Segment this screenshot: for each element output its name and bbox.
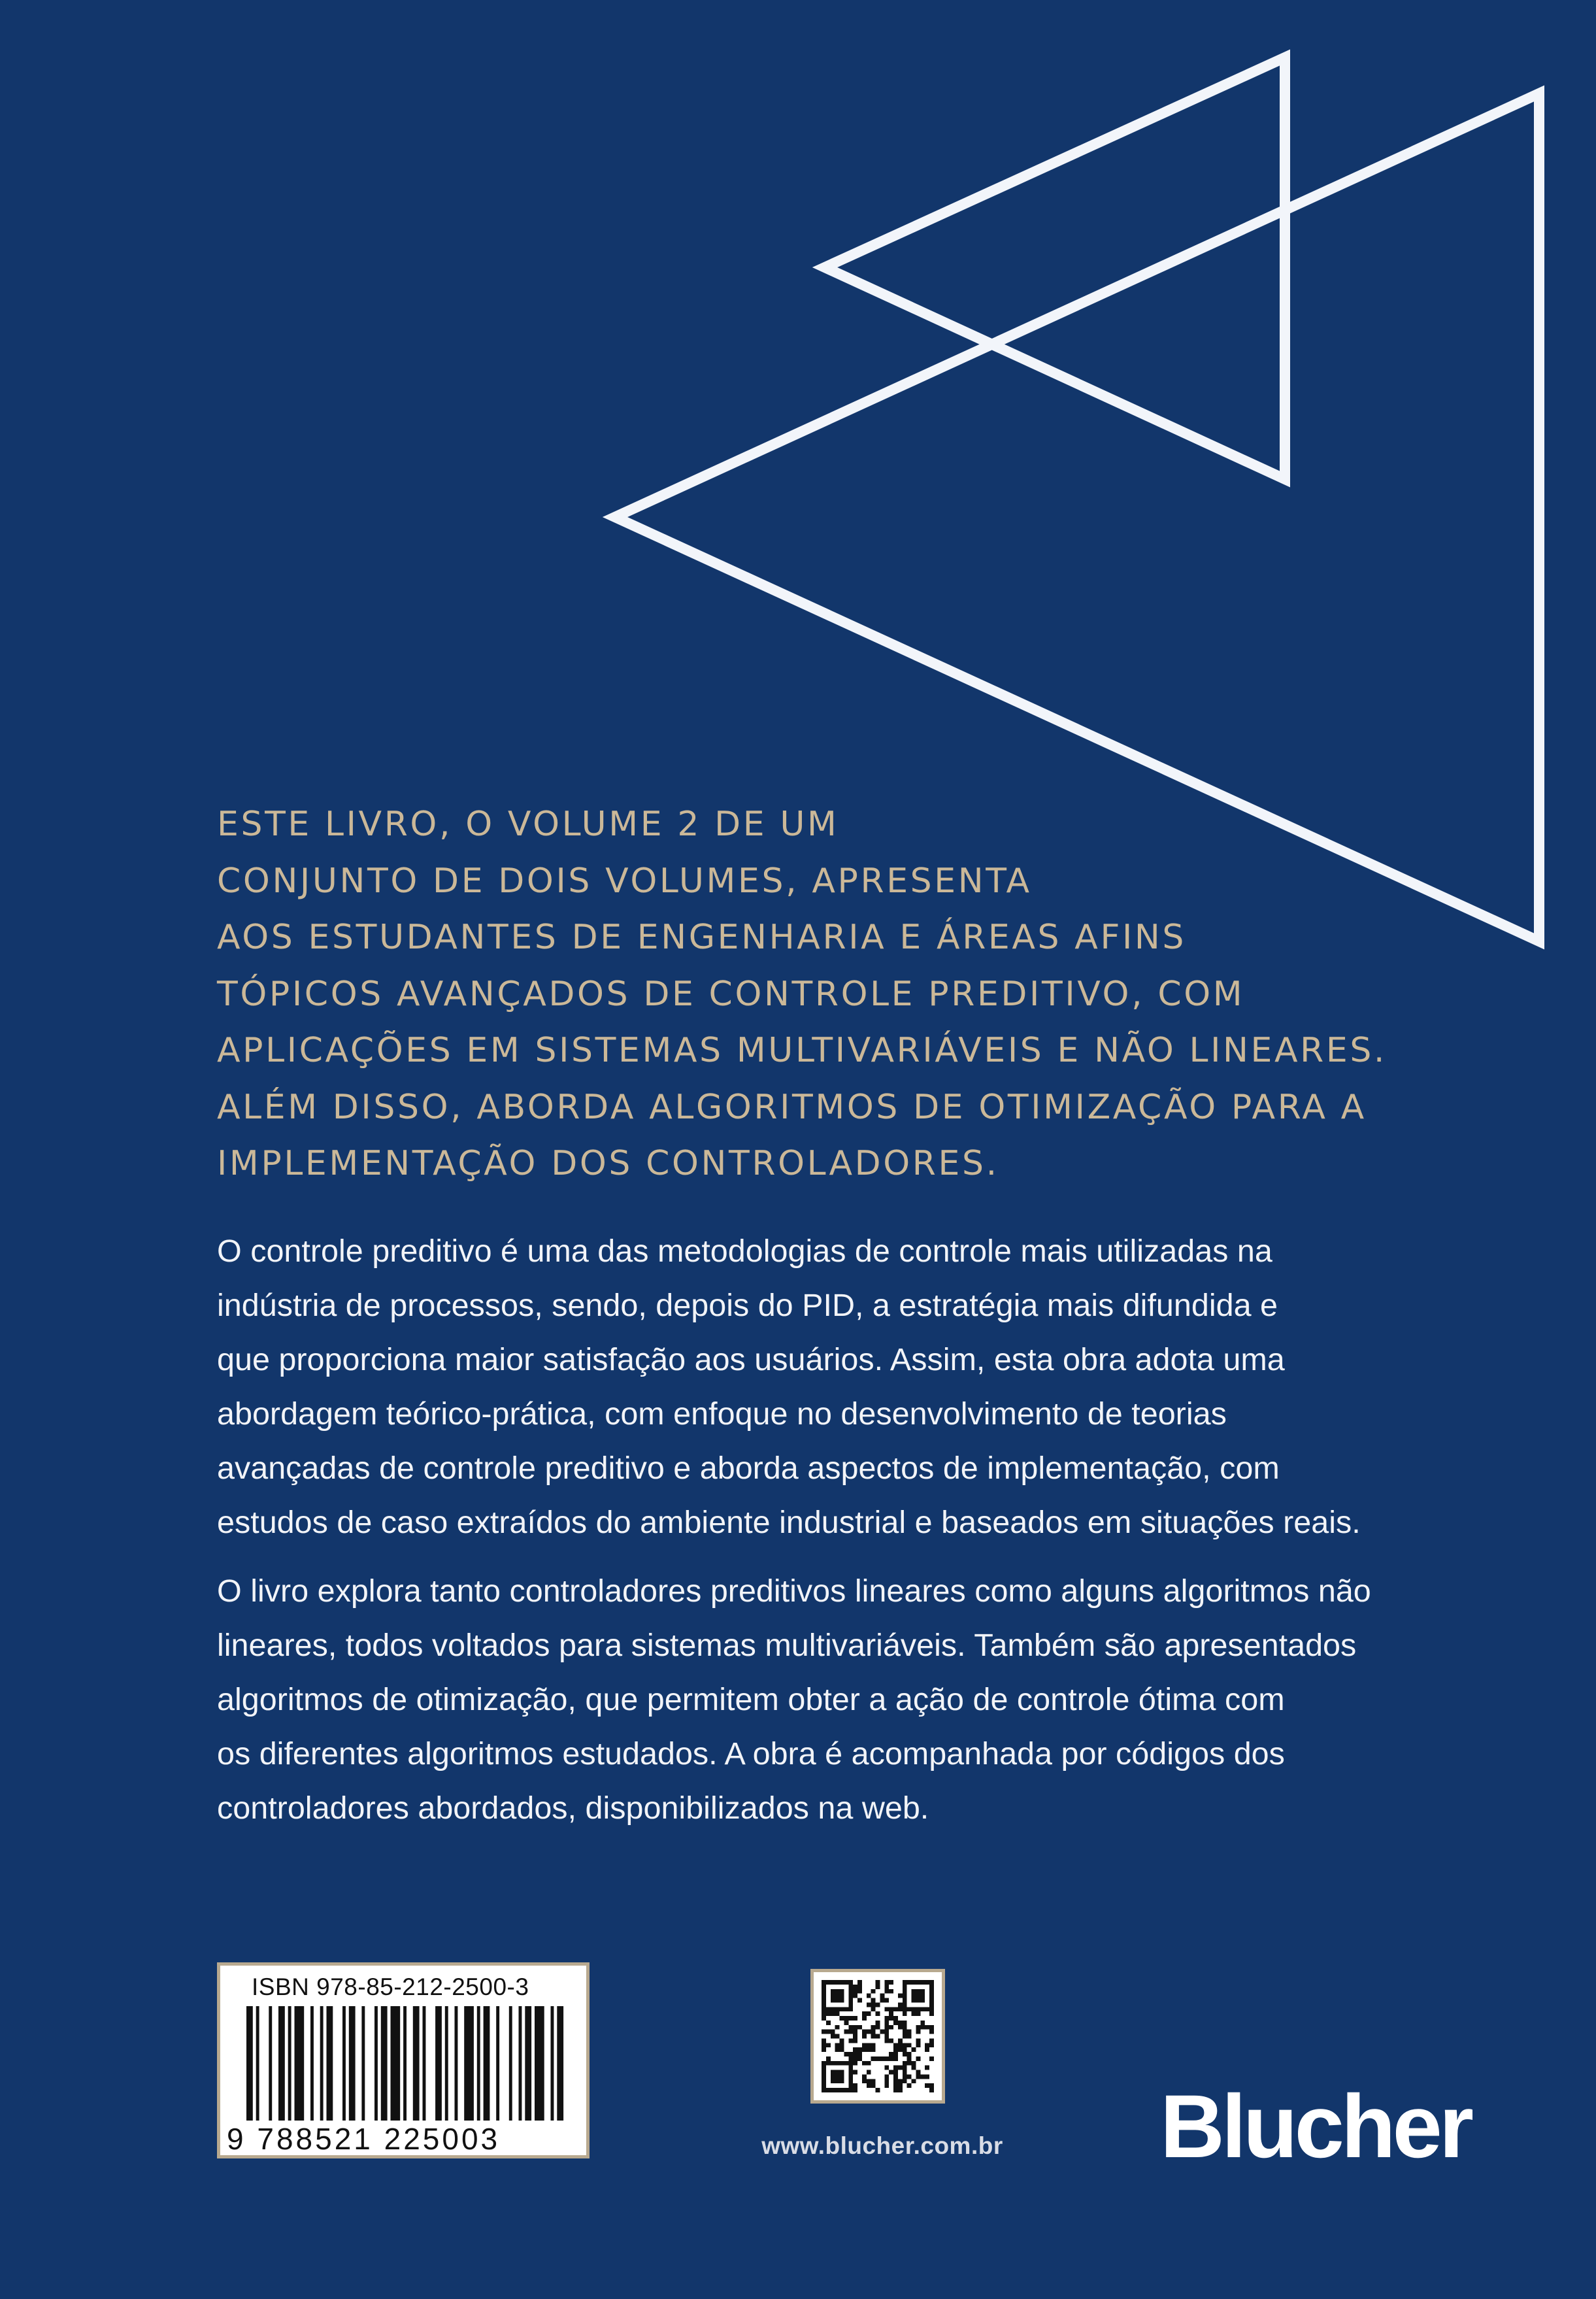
paragraph-line: avançadas de controle preditivo e aborda aspectos de implementação, com [217, 1451, 1280, 1486]
website-url: www.blucher.com.br [761, 2132, 1003, 2159]
paragraph-line: controladores abordados, disponibilizados na web. [217, 1790, 929, 1826]
intro-blurb [217, 796, 1544, 1192]
intro-line: APLICAÇÕES EM SISTEMAS MULTIVARIÁVEIS E NÃO LINEARES. [217, 1031, 1388, 1070]
barcode-icon [246, 2006, 567, 2121]
qr-code [810, 1969, 945, 2104]
paragraph-line: O controle preditivo é uma das metodologias de controle mais utilizadas na [217, 1233, 1272, 1269]
paragraph-line: lineares, todos voltados para sistemas multivariáveis. Também são apresentados [217, 1628, 1357, 1663]
isbn-label: ISBN 978-85-212-2500-3 [252, 1973, 529, 2000]
qr-code-icon [822, 1980, 934, 2092]
intro-line: IMPLEMENTAÇÃO DOS CONTROLADORES. [217, 1144, 999, 1183]
description-paragraph-2 [217, 1564, 1524, 1836]
paragraph-line: indústria de processos, sendo, depois do PID, a estratégia mais difundida e [217, 1288, 1278, 1323]
paragraph-line: os diferentes algoritmos estudados. A obra é acompanhada por códigos dos [217, 1736, 1285, 1771]
isbn-digits: 9 788521 225003 [227, 2122, 501, 2156]
isbn-barcode [217, 1962, 590, 2158]
paragraph-line: algoritmos de otimização, que permitem obter a ação de controle ótima com [217, 1682, 1285, 1717]
intro-line: AOS ESTUDANTES DE ENGENHARIA E ÁREAS AFINS [217, 918, 1187, 957]
paragraph-line: O livro explora tanto controladores preditivos lineares como alguns algoritmos não [217, 1573, 1371, 1609]
paragraph-line: estudos de caso extraídos do ambiente industrial e baseados em situações reais. [217, 1505, 1361, 1540]
paragraph-line: que proporciona maior satisfação aos usuários. Assim, esta obra adota uma [217, 1342, 1285, 1377]
intro-line: ALÉM DISSO, ABORDA ALGORITMOS DE OTIMIZAÇÃO PARA A [217, 1087, 1367, 1127]
small-triangle [825, 58, 1285, 479]
paragraph-line: abordagem teórico-prática, com enfoque no desenvolvimento de teorias [217, 1396, 1227, 1432]
publisher-logo: Blucher [1160, 2077, 1471, 2177]
intro-line: ESTE LIVRO, O VOLUME 2 DE UM [217, 805, 839, 844]
intro-line: CONJUNTO DE DOIS VOLUMES, APRESENTA [217, 861, 1032, 901]
description-paragraph-1 [217, 1224, 1524, 1550]
intro-line: TÓPICOS AVANÇADOS DE CONTROLE PREDITIVO, COM [217, 974, 1245, 1014]
